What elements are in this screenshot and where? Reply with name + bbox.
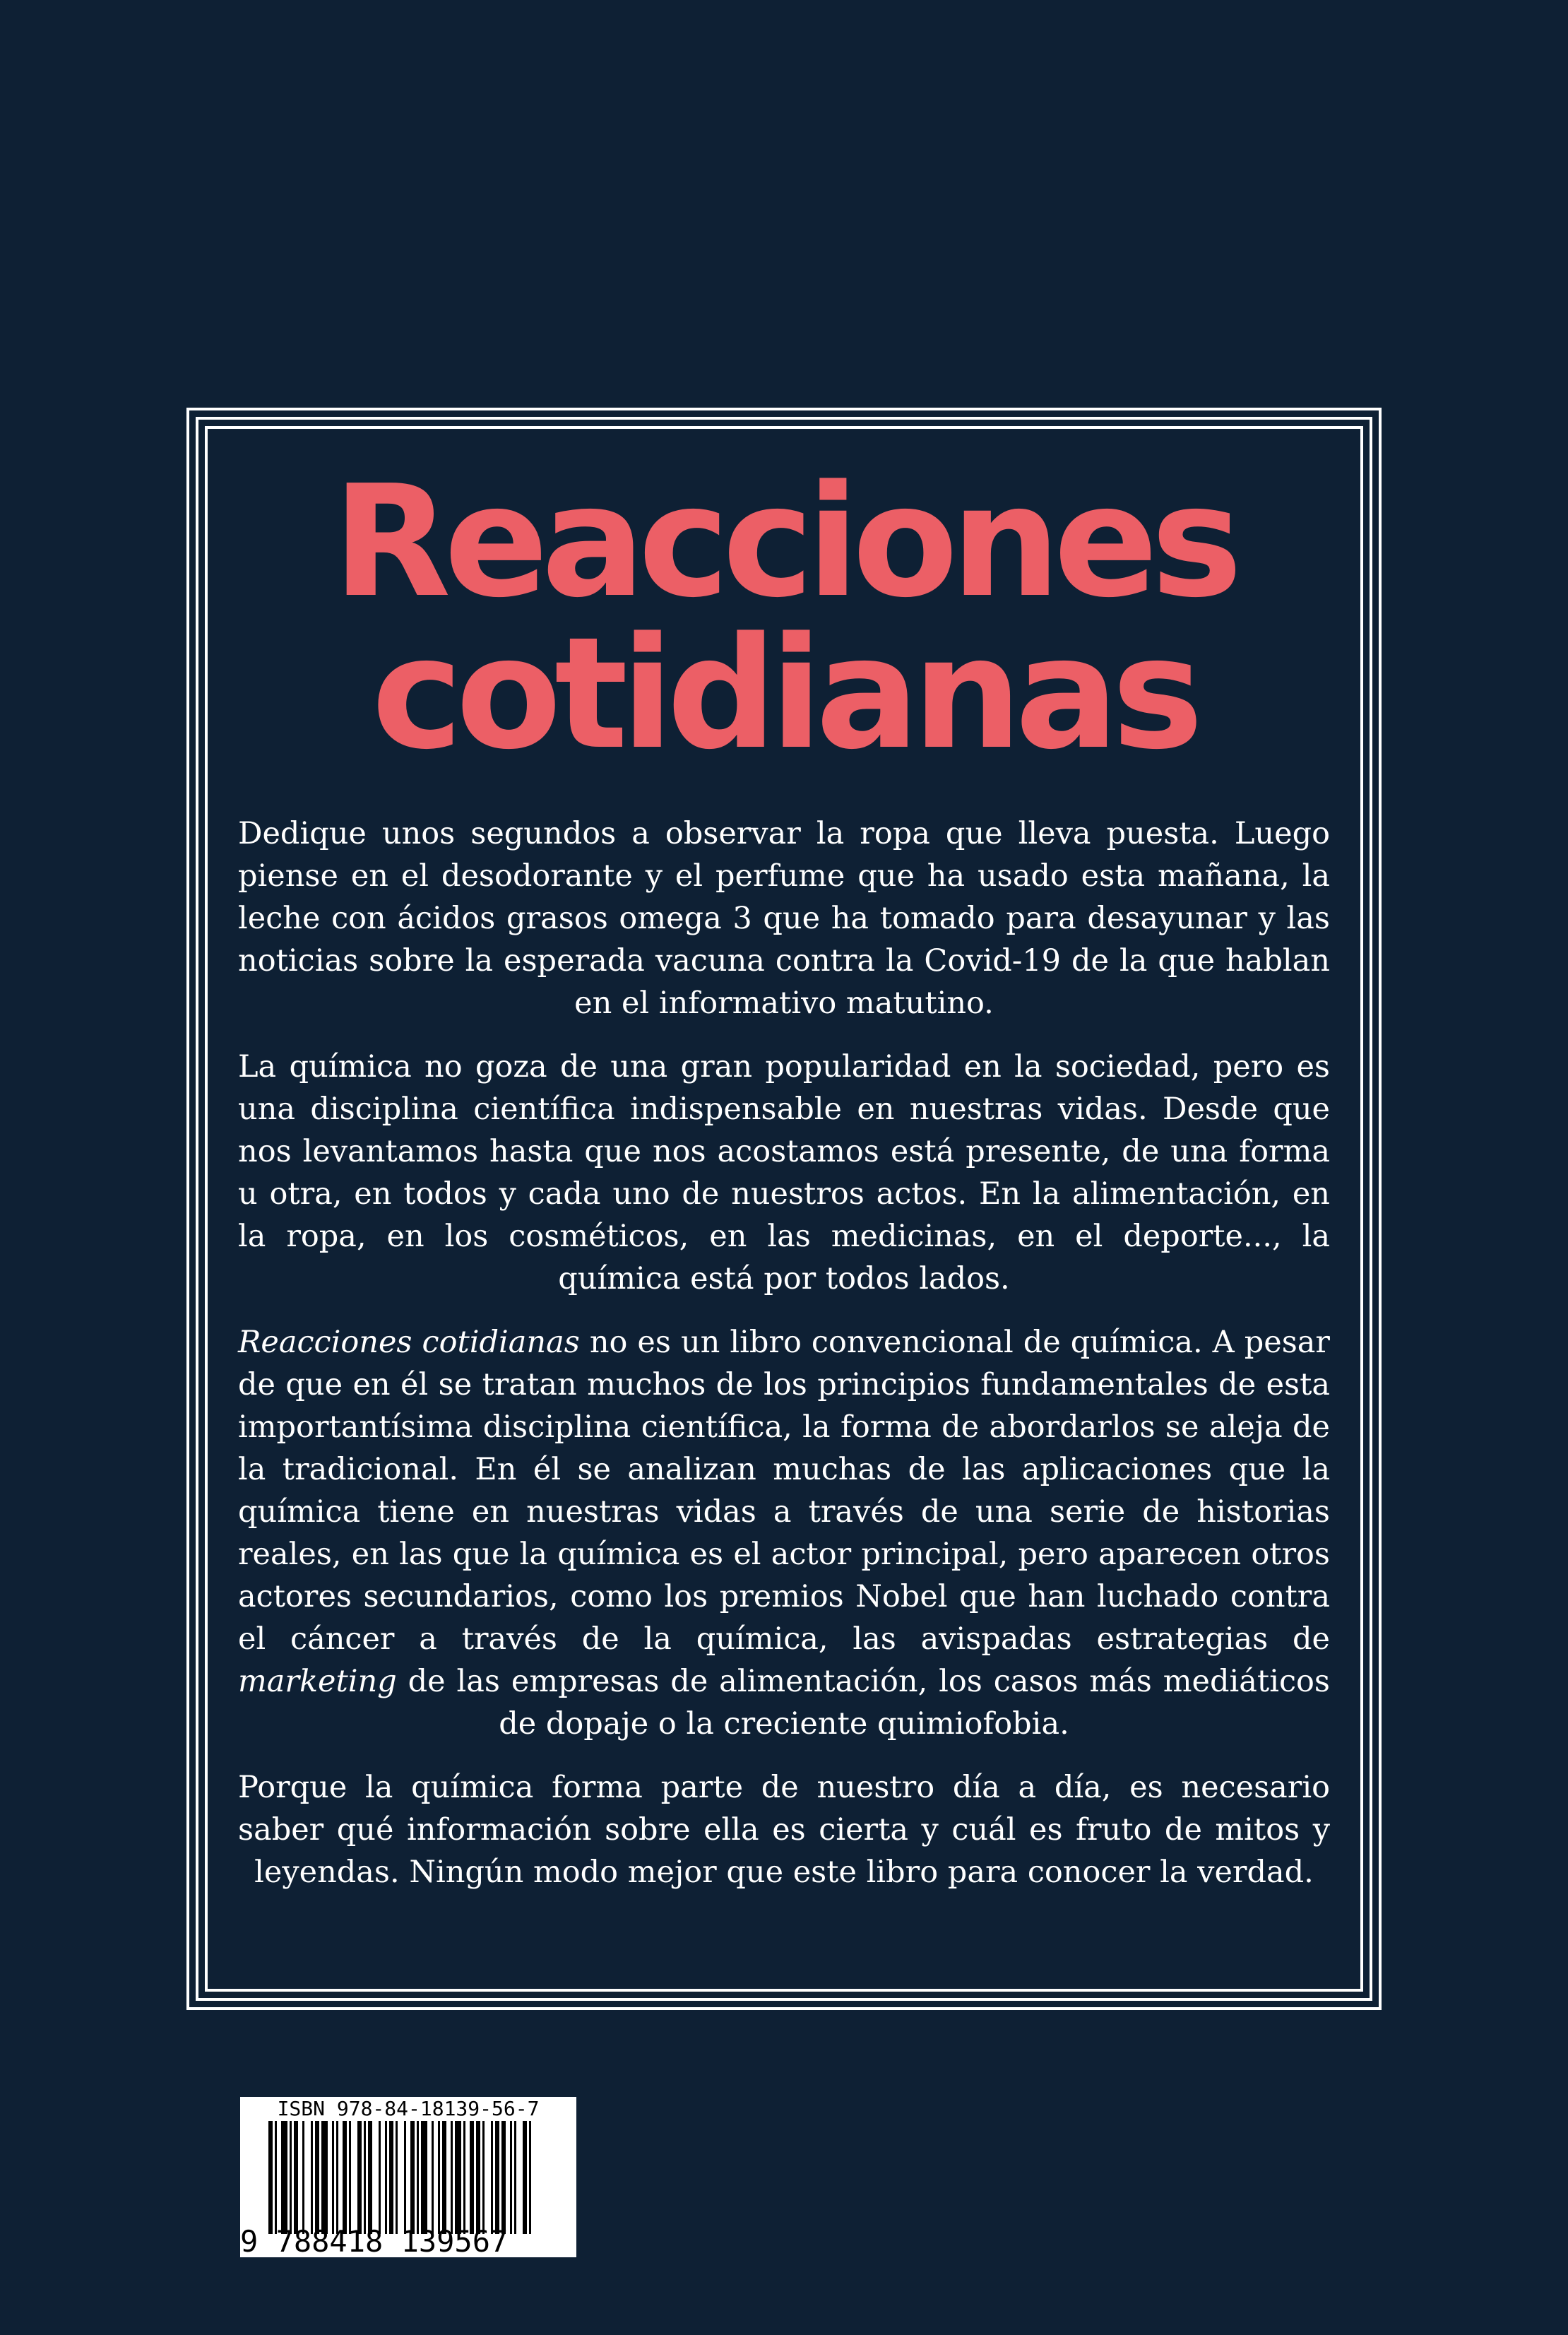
isbn-barcode bbox=[240, 2097, 576, 2257]
barcode-bar bbox=[523, 2121, 527, 2234]
back-cover-blurb bbox=[238, 812, 1330, 1915]
barcode-bar bbox=[410, 2121, 415, 2234]
barcode-bar bbox=[290, 2121, 292, 2234]
barcode-bar bbox=[385, 2121, 387, 2234]
barcode-bar bbox=[476, 2121, 480, 2234]
barcode-bar bbox=[379, 2121, 381, 2234]
barcode-bar bbox=[470, 2121, 474, 2234]
barcode-bar bbox=[315, 2121, 319, 2234]
barcode-bar bbox=[491, 2121, 493, 2234]
barcode-bar bbox=[510, 2121, 512, 2234]
barcode-bar bbox=[281, 2121, 287, 2234]
barcode-bar bbox=[389, 2121, 393, 2234]
barcode-bar bbox=[442, 2121, 446, 2234]
barcode-bar bbox=[404, 2121, 406, 2234]
blurb-paragraph-2: La química no goza de una gran popularidad en la sociedad, pero es una disciplina científica indispensable en nuestras vidas. Desde que nos levantamos hasta que nos acostamos está presente, de una forma u otra, en todos y cada uno de nuestros actos. En la alimentación, en la ropa, en los cosméticos, en las medicinas, en el deporte..., la química está por todos lados. bbox=[238, 1049, 1330, 1296]
barcode-bar bbox=[368, 2121, 372, 2234]
blurb-paragraph-3-part-2: de las empresas de alimentación, los casos más mediáticos de dopaje o la creciente quimiofobia. bbox=[396, 1664, 1330, 1742]
barcode-bar bbox=[482, 2121, 485, 2234]
barcode-bar bbox=[302, 2121, 304, 2234]
book-title-line-1: Reacciones bbox=[332, 453, 1236, 632]
barcode-bar bbox=[438, 2121, 440, 2234]
barcode-bar bbox=[321, 2121, 328, 2234]
barcode-number: 9 788418 139567 bbox=[240, 2224, 509, 2257]
barcode-bar bbox=[332, 2121, 334, 2234]
barcode-bar bbox=[514, 2121, 516, 2234]
blurb-paragraph-3-part-1: no es un libro convencional de química. A pesar de que en él se tratan muchos de los principios fundamentales de esta importantísima disciplina científica, la forma de abordarlos se aleja de la tradicional. En él se analizan muchas de las aplicaciones que la química tiene en nuestras vidas a través de una serie de historias reales, en las que la química es el actor principal, pero aparecen otros actores secundarios, como los premios Nobel que han luchado contra el cáncer a través de la química, las avispadas estrategias de bbox=[238, 1325, 1330, 1657]
barcode-bar bbox=[275, 2121, 277, 2234]
barcode-bar bbox=[417, 2121, 419, 2234]
barcode-bar bbox=[349, 2121, 351, 2234]
barcode-bar bbox=[432, 2121, 434, 2234]
barcode-bar bbox=[495, 2121, 499, 2234]
blurb-paragraph-4: Porque la química forma parte de nuestro día a día, es necesario saber qué información sobre ella es cierta y cuál es fruto de mitos y leyendas. Ningún modo mejor que este libro para conocer la verdad. bbox=[238, 1770, 1330, 1890]
blurb-paragraph-3 bbox=[238, 1321, 1330, 1745]
barcode-bar bbox=[268, 2121, 273, 2234]
marketing-italic: marketing bbox=[238, 1664, 397, 1699]
barcode-bar bbox=[455, 2121, 461, 2234]
barcode-bars bbox=[268, 2121, 551, 2234]
barcode-bar bbox=[396, 2121, 398, 2234]
barcode-bar bbox=[343, 2121, 347, 2234]
book-title-line-2: cotidianas bbox=[372, 605, 1196, 784]
barcode-bar bbox=[451, 2121, 453, 2234]
barcode-bar bbox=[463, 2121, 465, 2234]
barcode-bar bbox=[336, 2121, 338, 2234]
barcode-bar bbox=[364, 2121, 366, 2234]
barcode-bar bbox=[311, 2121, 313, 2234]
barcode-bar bbox=[421, 2121, 427, 2234]
isbn-label: ISBN 978-84-18139-56-7 bbox=[277, 2097, 540, 2120]
blurb-paragraph-1: Dedique unos segundos a observar la ropa que lleva puesta. Luego piense en el desodorante y el perfume que ha usado esta mañana, la leche con ácidos grasos omega 3 que ha tomado para desayunar y las noticias sobre la esperada vacuna contra la Covid-19 de la que hablan en el informativo matutino. bbox=[238, 816, 1330, 1021]
book-title-italic: Reacciones cotidianas bbox=[238, 1325, 580, 1360]
book-title bbox=[212, 453, 1356, 784]
barcode-bar bbox=[357, 2121, 362, 2234]
barcode-bar bbox=[529, 2121, 531, 2234]
barcode-bar bbox=[294, 2121, 298, 2234]
barcode-bar bbox=[501, 2121, 506, 2234]
